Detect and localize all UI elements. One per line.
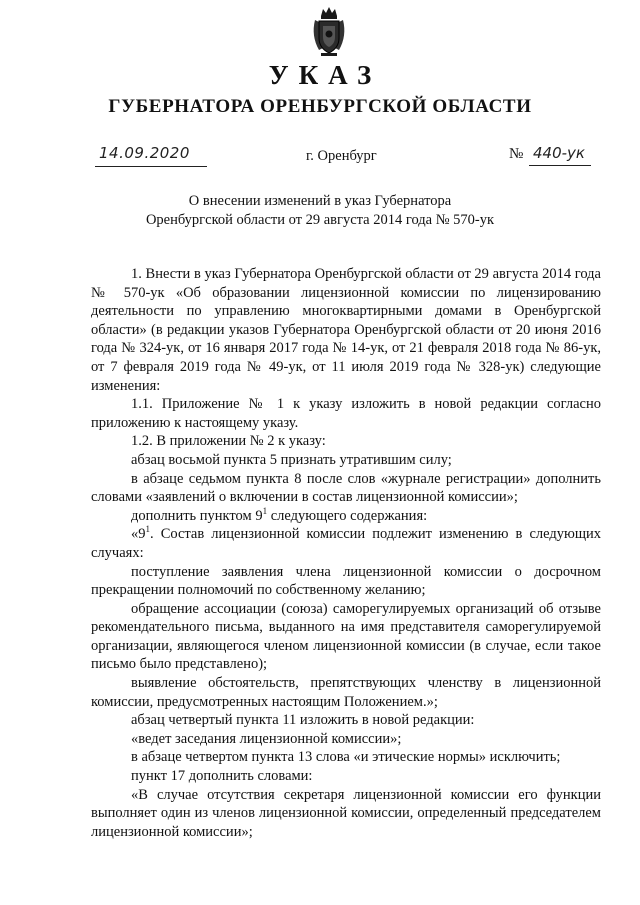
document-number: 440-ук	[533, 144, 585, 162]
document-body	[91, 265, 601, 841]
paragraph: поступление заявления члена лицензионной комиссии о досрочном прекращении полномочий по собственному желанию;	[91, 563, 601, 599]
subject-line-1: О внесении изменений в указ Губернатора	[188, 193, 452, 209]
paragraph: «ведет заседания лицензионной комиссии»;	[131, 730, 402, 747]
paragraph: 1.2. В приложении № 2 к указу:	[131, 433, 326, 450]
coat-of-arms-icon	[309, 6, 349, 58]
paragraph	[91, 507, 601, 526]
document-type-title: УКАЗ	[268, 60, 382, 90]
paragraph: абзац четвертый пункта 11 изложить в новой редакции:	[131, 712, 475, 729]
document-number-field	[509, 144, 591, 166]
number-underline	[529, 165, 591, 166]
paragraph-text: «9	[131, 526, 146, 543]
paragraph-text: дополнить пунктом 9	[131, 507, 263, 524]
superscript: 1	[262, 505, 268, 516]
paragraph: 1.1. Приложение № 1 к указу изложить в новой редакции согласно приложению к настоящему указу.	[91, 396, 601, 431]
document-date-field	[95, 144, 207, 167]
paragraph: выявление обстоятельств, препятствующих членству в лицензионной комиссии, предусмотренных настоящим Положением.»;	[91, 675, 601, 710]
paragraph: абзац восьмой пункта 5 признать утратившим силу;	[131, 451, 452, 468]
paragraph: обращение ассоциации (союза) саморегулируемых организаций об отзыве рекомендательного письма, выданного на имя представителя саморегулируемой организации, являющегося членом лицензионной комиссии (в случае, если такое письмо было представлено);	[91, 600, 601, 673]
paragraph: в абзаце четвертом пункта 13 слова «и этические нормы» исключить;	[131, 749, 561, 766]
subject-line-2: Оренбургской области от 29 августа 2014 года № 570-ук	[145, 212, 495, 228]
document-subject	[0, 192, 640, 230]
paragraph: в абзаце седьмом пункта 8 после слов «журнале регистрации» дополнить словами «заявлений о включении в состав лицензионной комиссии»;	[91, 470, 601, 506]
issuing-authority: ГУБЕРНАТОРА ОРЕНБУРГСКОЙ ОБЛАСТИ	[108, 96, 532, 117]
paragraph: 1. Внести в указ Губернатора Оренбургской области от 29 августа 2014 года № 570-ук «Об образовании лицензионной комиссии по лицензированию деятельности по управлению многоквартирными домами в Оренбургской области» (в редакции указов Губернатора Оренбургской области от 20 июня 2016 года № 324-ук, от 16 января 2017 года № 14-ук, от 21 февраля 2018 года № 86-ук, от 7 февраля 2019 года № 49-ук, от 11 июля 2019 года № 328-ук) следующие изменения:	[91, 266, 601, 394]
paragraph-text: . Состав лицензионной комиссии подлежит изменению в следующих случаях:	[91, 526, 601, 561]
number-sign: №	[509, 146, 524, 162]
paragraph-text: следующего содержания:	[267, 507, 428, 524]
paragraph	[91, 525, 601, 562]
issuing-city: г. Оренбург	[306, 148, 377, 164]
paragraph: пункт 17 дополнить словами:	[131, 768, 313, 785]
document-date: 14.09.2020	[99, 144, 190, 162]
superscript: 1	[145, 524, 150, 535]
paragraph: «В случае отсутствия секретаря лицензионной комиссии его функции выполняет один из членов лицензионной комиссии, определенный председателем лицензионной комиссии»;	[91, 786, 601, 840]
